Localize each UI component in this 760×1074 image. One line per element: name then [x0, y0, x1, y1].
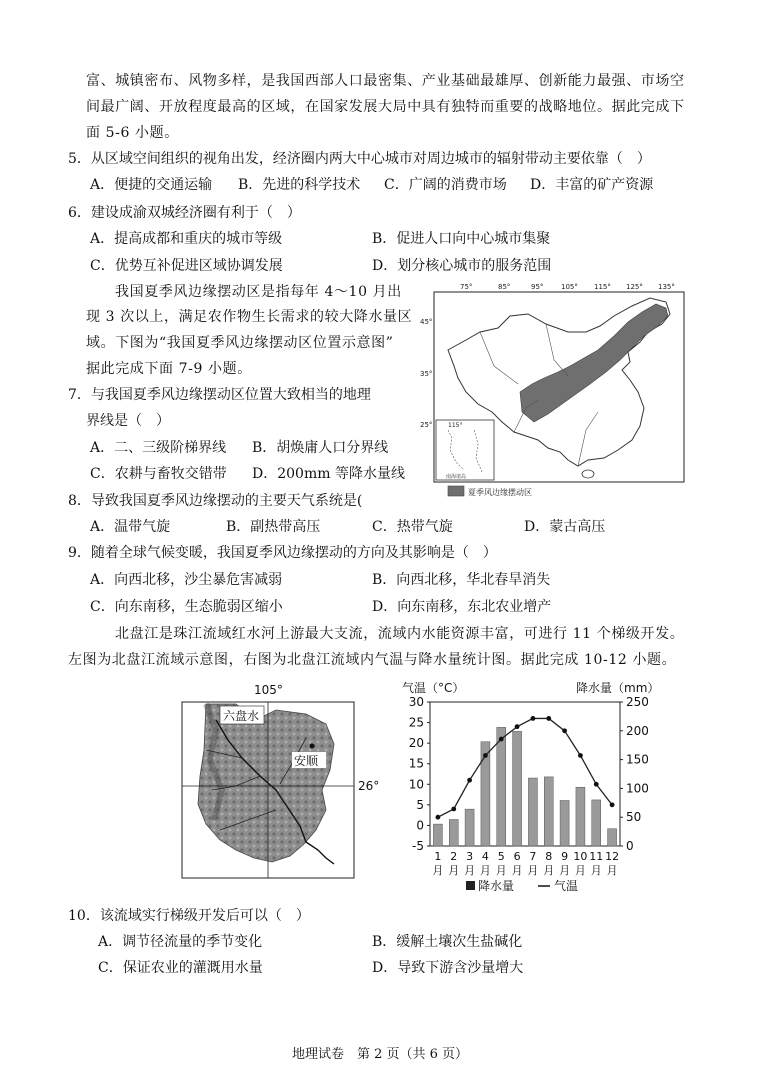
q5-option-a[interactable]: A．便捷的交通运输: [90, 177, 213, 193]
legend-label: 夏季风边缘摆动区: [468, 488, 532, 497]
q7-option-a[interactable]: A．二、三级阶梯界线: [90, 440, 227, 456]
left-tick-label: 20: [408, 736, 424, 751]
q10-option-d[interactable]: D．导致下游含沙量增大: [372, 960, 524, 976]
left-tick-label: 5: [416, 797, 424, 812]
q10-option-c[interactable]: C．保证农业的灌溉用水量: [98, 960, 263, 976]
left-axis-label: 气温（°C）: [402, 681, 465, 695]
month-label-number: 7: [529, 850, 537, 863]
month-label-number: 12: [605, 850, 620, 863]
precip-bar: [513, 731, 522, 846]
q8-option-c[interactable]: C．热带气旋: [372, 519, 453, 535]
right-tick-label: 0: [626, 839, 634, 853]
q7-option-d[interactable]: D．200mm 等降水量线: [252, 466, 405, 482]
q10-option-b[interactable]: B．缓解土壤次生盐碱化: [372, 934, 523, 950]
temperature-point: [515, 724, 520, 729]
map1-left-tick: 35°: [420, 370, 433, 378]
precip-bar: [497, 727, 506, 846]
left-tick-label: 0: [416, 818, 424, 833]
month-label-unit: 月: [448, 864, 460, 877]
intro2-line-4: 据此完成下面 7-9 小题。: [86, 361, 252, 377]
temperature-point: [436, 815, 441, 820]
inset-label: 南海诸岛: [446, 474, 467, 480]
q6-option-a[interactable]: A．提高成都和重庆的城市等级: [90, 231, 283, 247]
month-label-number: 10: [573, 850, 588, 863]
left-tick-label: -5: [412, 839, 424, 853]
q10-option-a[interactable]: A．调节径流量的季节变化: [98, 934, 263, 950]
q8-stem: 8．导致我国夏季风边缘摆动的主要天气系统是(: [68, 493, 363, 509]
map2-longitude: 105°: [254, 683, 283, 697]
q9-option-a[interactable]: A．向西北移，沙尘暴危害减弱: [90, 572, 283, 588]
q6-stem: 6．建设成渝双城经济圈有利于（ ）: [68, 205, 301, 221]
q7-option-c[interactable]: C．农耕与畜牧交错带: [90, 466, 227, 482]
map1-left-tick: 25°: [420, 421, 433, 429]
climate-chart: [394, 678, 668, 896]
precip-bar: [576, 787, 585, 846]
monsoon-fringe-map: [418, 280, 690, 504]
south-china-sea-inset: [436, 420, 494, 480]
intro2-line-1: 我国夏季风边缘摆动区是指每年 4～10 月出: [115, 284, 402, 300]
q9-stem: 9．随着全球气候变暖，我国夏季风边缘摆动的方向及其影响是（ ）: [68, 545, 497, 561]
city-dot: [310, 744, 315, 749]
precip-bar: [608, 829, 617, 846]
month-label-number: 2: [450, 850, 458, 863]
q10-stem: 10．该流域实行梯级开发后可以（ ）: [68, 908, 310, 924]
temperature-point: [610, 802, 615, 807]
temperature-point: [451, 807, 456, 812]
city-anshun: 安顺: [294, 754, 319, 768]
legend-swatch: [448, 486, 464, 496]
month-label-unit: 月: [574, 864, 586, 877]
month-label-unit: 月: [432, 864, 444, 877]
chart-legend: [466, 878, 578, 893]
right-tick-label: 50: [626, 810, 642, 825]
month-label-unit: 月: [590, 864, 602, 877]
precip-bar: [544, 777, 553, 846]
map1-top-tick: 105°: [561, 283, 578, 291]
q7-stem-line-2: 界线是（ ）: [86, 413, 170, 429]
month-label-unit: 月: [495, 864, 507, 877]
precip-bar: [465, 809, 474, 846]
month-label-number: 1: [434, 850, 442, 863]
q9-option-c[interactable]: C．向东南移，生态脆弱区缩小: [90, 599, 283, 615]
temperature-point: [546, 716, 551, 721]
right-axis-label: 降水量（mm）: [576, 681, 660, 695]
month-label-unit: 月: [479, 864, 491, 877]
month-label-unit: 月: [464, 864, 476, 877]
right-tick-label: 250: [626, 695, 649, 709]
map1-left-tick: 45°: [420, 318, 433, 326]
month-label-unit: 月: [559, 864, 571, 877]
temperature-point: [594, 782, 599, 787]
legend-line-label: 气温: [554, 879, 579, 893]
q5-stem: 5．从区域空间组织的视角出发，经济圈内两大中心城市对周边城市的辐射带动主要依靠（ ）: [68, 151, 651, 167]
inset-tick: 115°: [448, 422, 463, 429]
map1-top-tick: 115°: [594, 283, 611, 291]
right-tick-label: 100: [626, 781, 649, 796]
map1-top-tick: 95°: [531, 283, 544, 291]
month-label-number: 6: [513, 850, 521, 863]
legend-bar-swatch: [466, 881, 475, 890]
intro2-line-2: 现 3 次以上，满足农作物生长需求的较大降水量区: [86, 309, 413, 325]
precip-bar: [528, 778, 537, 846]
month-label-number: 5: [497, 850, 505, 863]
month-label-unit: 月: [511, 864, 523, 877]
month-label-number: 3: [466, 850, 474, 863]
q7-option-b[interactable]: B．胡焕庸人口分界线: [252, 440, 389, 456]
intro-line-1: 富、城镇密布、风物多样，是我国西部人口最密集、产业基础最雄厚、创新能力最强、市场空: [86, 73, 685, 89]
temperature-point: [578, 753, 583, 758]
temperature-point: [531, 716, 536, 721]
map1-top-tick: 85°: [498, 283, 511, 291]
map1-top-tick: 135°: [658, 283, 675, 291]
month-label-unit: 月: [527, 864, 539, 877]
intro3-line-2: 左图为北盘江流域示意图，右图为北盘江流域内气温与降水量统计图。据此完成 10-12 小题。: [68, 652, 677, 668]
q5-option-c[interactable]: C．广阔的消费市场: [384, 177, 507, 193]
q5-option-b[interactable]: B．先进的科学技术: [238, 177, 361, 193]
left-tick-label: 30: [408, 695, 424, 709]
month-label-number: 4: [481, 850, 489, 863]
month-label-unit: 月: [543, 864, 555, 877]
q6-option-d[interactable]: D．划分核心城市的服务范围: [372, 258, 552, 274]
beipan-river-basin-map: [176, 680, 390, 880]
q8-option-a[interactable]: A．温带气旋: [90, 519, 171, 535]
precip-bar: [433, 824, 442, 846]
left-tick-label: 10: [408, 777, 424, 792]
q9-option-b[interactable]: B．向西北移，华北春旱消失: [372, 572, 551, 588]
left-tick-label: 25: [408, 715, 424, 730]
temperature-point: [467, 778, 472, 783]
q6-option-b[interactable]: B．促进人口向中心城市集聚: [372, 231, 551, 247]
left-tick-label: 15: [408, 756, 424, 771]
hainan-island: [582, 470, 594, 478]
temperature-point: [499, 737, 504, 742]
precip-bar: [560, 800, 569, 846]
intro-line-3: 面 5-6 小题。: [86, 125, 179, 141]
month-label-number: 9: [561, 850, 569, 863]
temperature-point: [562, 728, 567, 733]
temperature-point: [483, 753, 488, 758]
month-label-number: 8: [545, 850, 553, 863]
page-footer: 地理试卷 第 2 页（共 6 页）: [291, 1047, 469, 1062]
q9-option-d[interactable]: D．向东南移，东北农业增产: [372, 599, 552, 615]
map1-top-tick: 125°: [626, 283, 643, 291]
intro3-line-1: 北盘江是珠江流域红水河上游最大支流，流域内水能资源丰富，可进行 11 个梯级开发。: [115, 626, 685, 642]
q5-option-d[interactable]: D．丰富的矿产资源: [530, 177, 654, 193]
map1-top-tick: 75°: [460, 283, 473, 291]
right-tick-label: 200: [626, 723, 649, 738]
month-label-unit: 月: [606, 864, 618, 877]
intro-line-2: 间最广阔、开放程度最高的区域，在国家发展大局中具有独特而重要的战略地位。据此完成下: [86, 99, 685, 115]
q8-option-b[interactable]: B．副热带高压: [226, 519, 321, 535]
precip-bar: [449, 820, 458, 846]
map2-latitude: 26°: [358, 779, 380, 793]
city-liupanshui: 六盘水: [223, 709, 260, 723]
q6-option-c[interactable]: C．优势互补促进区域协调发展: [90, 258, 283, 274]
right-tick-label: 150: [626, 752, 649, 767]
precip-bar: [592, 800, 601, 846]
temperature-line: [438, 718, 612, 817]
q7-stem-line-1: 7．与我国夏季风边缘摆动区位置大致相当的地理: [68, 387, 371, 403]
q8-option-d[interactable]: D．蒙古高压: [524, 519, 606, 535]
intro2-line-3: 域。下图为“我国夏季风边缘摆动区位置示意图”: [86, 335, 394, 351]
legend-bar-label: 降水量: [478, 879, 515, 893]
month-label-number: 11: [589, 850, 604, 863]
